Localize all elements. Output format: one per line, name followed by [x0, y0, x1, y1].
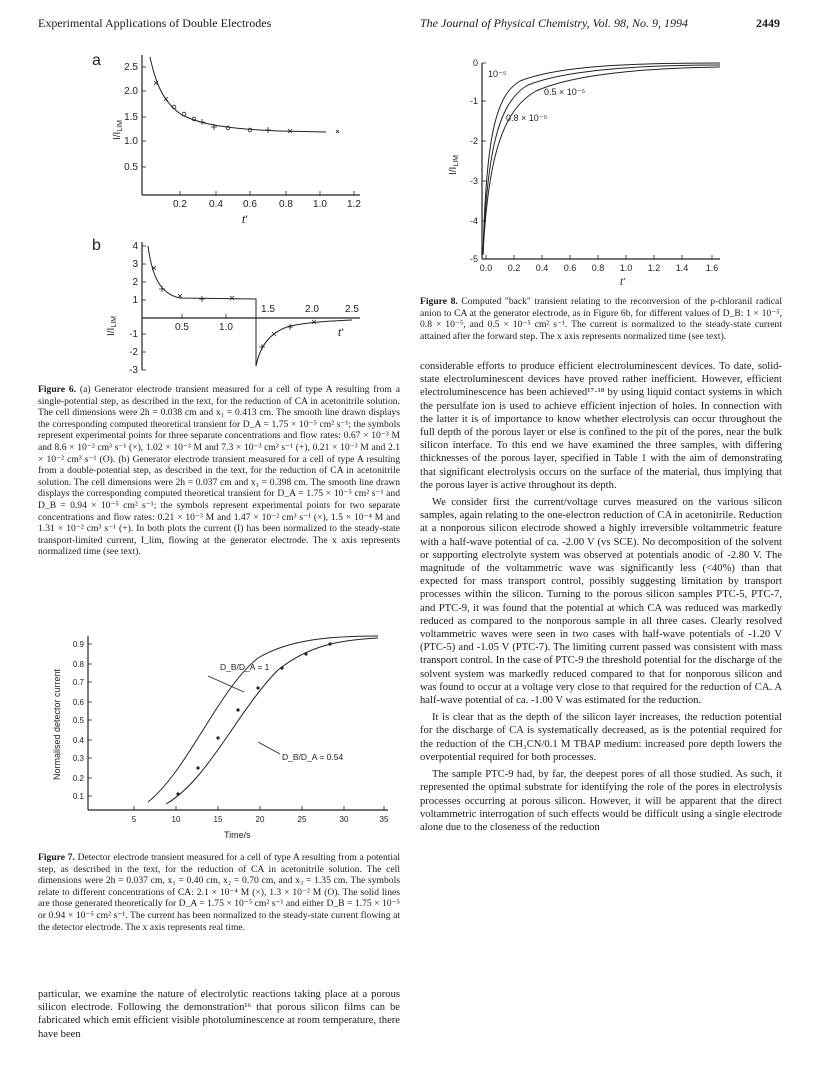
paragraph: It is clear that as the depth of the silicon layer increases, the reduction potential for the discharge of CA is systematically decreased, as is the potential required for the reduction of the CH₃CN/0.1 M TBAP medium: increased pore depth lowers the overpotential required for both processes. [420, 712, 782, 763]
theory-curve [148, 246, 352, 366]
tick-label: 15 [213, 815, 223, 824]
curve-label-2: 0.5 × 10⁻⁵ [544, 87, 586, 97]
tick-label: 35 [379, 815, 389, 824]
tick-label: 0.4 [535, 263, 549, 273]
curve-0.8e-5 [483, 65, 720, 255]
y-axis-label: Normalised detector current [52, 668, 62, 780]
tick-label: -1 [469, 96, 478, 106]
tick-label: 0.8 [72, 660, 84, 669]
y-ticks [73, 640, 92, 801]
x-ticks [173, 191, 361, 210]
tick-label: 2.5 [345, 304, 359, 315]
x-ticks [480, 255, 719, 273]
tick-label: 0.2 [173, 199, 187, 210]
tick-label: 0.7 [72, 678, 84, 687]
tick-label: 1.0 [219, 322, 233, 333]
tick-label: 1.0 [619, 263, 633, 273]
x-axis-label: t' [620, 277, 625, 287]
figure-7-plot [48, 630, 400, 845]
tick-label: 0.5 [175, 322, 189, 333]
figure-8-caption [420, 296, 782, 342]
figure-6-caption [38, 384, 400, 558]
tick-label: 0.6 [563, 263, 577, 273]
tick-label: 0.5 [72, 716, 84, 725]
caption-label: Figure 6. [38, 384, 77, 395]
tick-label: 0.8 [279, 199, 293, 210]
tick-label: 2.0 [305, 304, 319, 315]
caption-text: (a) Generator electrode transient measured for a cell of type A resulting from a single-potential step, as described in the text, for the reduction of CA in acetonitrile solution. The cell dimensions were 2h = 0.038 cm and x₁ = 0.413 cm. The smooth line drawn displays the corresponding computed theoretical transient for D_A = 1.75 × 10⁻⁵ cm² s⁻¹; the symbols represent experimental points for three separate concentrations and flow rates: 0.67 × 10⁻³ M and 8.6 × 10⁻² cm³ s⁻¹ (×), 1.02 × 10⁻³ M and 7.3 × 10⁻³ cm³ s⁻¹ (+), 0.21 × 10⁻³ M and 2.1 × 10⁻² cm³ s⁻¹ (O). (b) Generator electrode transient measured for a cell of type A resulting from a double-potential step, as described in the text, for the reduction of CA in acetonitrile solution. The cell dimensions were 2h = 0.037 cm and x₁ = 0.398 cm. The smooth line drawn displays the corresponding computed theoretical transient for D_A = 1.75 × 10⁻⁵ cm² s⁻¹ and D_B = 0.94 × 10⁻⁵ cm² s⁻¹; the symbols represent experimental points for two separate concentrations and flow rates: 0.21 × 10⁻³ M and 1.47 × 10⁻² cm³ s⁻¹ (×), 1.5 × 10⁻⁴ M and 1.31 × 10⁻² cm³ s⁻¹ (+). In both plots the current (I) has been normalized to the steady-state transport-limited current, I_lim, flowing at the generator electrode. The x axis represents normalized time (see text). [38, 384, 400, 558]
figure-8-plot [440, 55, 780, 287]
tick-label: 1.2 [647, 263, 661, 273]
tick-label: -3 [129, 365, 138, 376]
figure-6b-plot [90, 236, 380, 376]
paragraph: particular, we examine the nature of electrolytic reactions taking place at a porous silicon electrode. Following the demonstration¹⁶ that porous silicon films can be fabricated which emit efficient visible photoluminescence at room temperature, there have been [38, 989, 400, 1040]
tick-label: -2 [129, 347, 138, 358]
tick-label: 30 [339, 815, 349, 824]
caption-text: Computed "back" transient relating to the reconversion of the p-chloranil radical anion to CA at the generator electrode, as in Figure 6b, for different values of D_B: 1 × 10⁻⁵, 0.8 × 10⁻⁵, and 0.5 × 10⁻⁵ cm² s⁻¹. The current is normalized to the steady-state current attained after the forward step. The x axis represents normalized time (see text). [420, 296, 782, 342]
tick-label: 0.6 [72, 698, 84, 707]
figure-6a-plot [90, 45, 380, 225]
right-column-body [420, 360, 782, 838]
tick-label: 1.5 [261, 304, 275, 315]
caption-text: Detector electrode transient measured for a cell of type A resulting from a potential step, as described in the text, for the reduction of CA in acetonitrile solution. The cell dimensions were 2h = 0.037 cm, x₁ = 0.40 cm, x₂ = 0.70 cm, and x₃ = 1.35 cm. The symbols relate to different concentrations of CA: 2.1 × 10⁻⁴ M (×), 1.3 × 10⁻² M (O). The solid lines are those generated theoretically for D_A = 1.75 × 10⁻⁵ cm² s⁻¹ and either D_B = 1.75 × 10⁻⁵ or 0.94 × 10⁻⁵ cm² s⁻¹. The current has been normalized to the steady-state current flowing at the detector electrode. The x axis represents real time. [38, 852, 400, 933]
journal-citation: The Journal of Physical Chemistry, Vol. 98, No. 9, 1994 [420, 16, 688, 30]
curve-db-da-054 [166, 638, 378, 804]
tick-label: 0.1 [72, 792, 84, 801]
x-axis-label: t' [338, 327, 344, 339]
tick-label: 3 [132, 259, 138, 270]
figure-7-caption [38, 852, 400, 933]
tick-label: 4 [132, 241, 138, 252]
tick-label: 0 [472, 58, 478, 68]
experimental-points [152, 266, 316, 350]
x-axis-label: Time/s [224, 830, 251, 840]
paragraph: We consider first the current/voltage curves measured on the various silicon samples, again relating to the one-electron reduction of CA in acetonitrile. Reduction at a nonporous silicon electrode showed a highly irreversible voltammetric feature with a half-wave potential of ca. -2.00 V (vs SCE). No decomposition of the solvent or supporting electrolyte system was observed at potentials anodic of -2.80 V. The magnitude of the voltammetric wave was significantly less (<40%) than that expected for mass transport control, possibly suggesting limitation by transport processes within the silicon. Turning to the porous silicon samples PTC-5, PTC-7, and PTC-9, it was found that the potential at which CA was reduced was markedly reduced as compared to the nonporous sample in all three cases. Clearly resolved voltammetric waves were seen in two cases with half-wave potentials of -1.20 V (PTC-5) and -1.05 V (PTC-7). The limiting current passed was consistent with mass transport control. In the case of PTC-9 the threshold potential for the discharge of the solvent system was markedly reduced compared to that for nonporous silicon and was found to occur at a voltage very close to that required for the reduction of CA. A half-wave potential of ca. -1.00 V was estimated for the reduction. [420, 497, 782, 707]
tick-label: 1.6 [705, 263, 719, 273]
tick-label: 2.0 [124, 86, 138, 97]
tick-label: 1.0 [124, 136, 138, 147]
tick-label: 0.2 [507, 263, 521, 273]
caption-label: Figure 7. [38, 852, 75, 863]
y-axis-label: $I/I_{LIM}$ [106, 315, 118, 336]
panel-letter-a: a [92, 52, 101, 69]
experimental-points [154, 81, 339, 133]
paragraph: The sample PTC-9 had, by far, the deepest pores of all those studied. As such, it represented the optimal substrate for identifying the role of the pores in electrolysis processes occurring at porous silicon. However, it will be apparent that the direct voltammetric interrogation of such effects would be difficult using a single electrode alone due to the closeness of the reduction [420, 769, 782, 833]
curve-db-da-1 [148, 636, 378, 802]
tick-label: -1 [129, 329, 138, 340]
tick-label: 25 [297, 815, 307, 824]
tick-label: 0.8 [591, 263, 605, 273]
tick-label: -5 [469, 254, 478, 264]
curve-0.5e-5 [483, 67, 720, 255]
tick-label: -3 [469, 176, 478, 186]
page-number: 2449 [756, 16, 780, 30]
theory-curve [150, 57, 326, 132]
label-lower: D_B/D_A = 0.54 [282, 752, 344, 762]
tick-label: 0.4 [209, 199, 223, 210]
running-header-left: Experimental Applications of Double Electrodes [38, 16, 272, 30]
y-ticks [124, 62, 146, 173]
tick-label: 1.5 [124, 112, 138, 123]
label-upper: D_B/D_A = 1 [220, 662, 270, 672]
panel-letter-b: b [92, 237, 101, 254]
y-axis-label: $I/I_{LIM}$ [448, 154, 460, 175]
left-column-body [38, 988, 400, 1045]
tick-label: 20 [255, 815, 265, 824]
tick-label: 0.9 [72, 640, 84, 649]
tick-label: 0.5 [124, 162, 138, 173]
tick-label: 1.0 [313, 199, 327, 210]
curve-label-1: 10⁻⁵ [488, 69, 507, 79]
tick-label: 10 [171, 815, 181, 824]
x-axis-label: t' [242, 214, 248, 225]
paragraph: considerable efforts to produce efficient electroluminescent devices. To date, solid-state electroluminescent devices have proved rather inefficient. However, efficient electroluminescence has been achieved¹⁷·¹⁸ by using liquid contact systems in which the persulfate ion is used to achieve efficient injection of holes. In connection with the latter it is of importance to know whether electrolysis can occur throughout the full depth of the porous layer or else is confined to the pit of the pores, near the bulk silicon interface. To this end we have examined the three samples, with differing thicknesses of the porous layer, specified in Table 1 with the aim of demonstrating that significant electrolysis occurs on the surface of the material, thus implying that the porous layer is active throughout its depth. [420, 361, 782, 491]
tick-label: 2 [132, 277, 138, 288]
tick-label: 1.2 [347, 199, 361, 210]
tick-label: 0.0 [479, 263, 493, 273]
tick-label: -2 [469, 136, 478, 146]
tick-label: 0.4 [72, 736, 84, 745]
tick-label: 1.4 [675, 263, 689, 273]
tick-label: 2.5 [124, 62, 138, 73]
tick-label: 0.2 [72, 774, 84, 783]
curve-label-3: 0.8 × 10⁻⁵ [506, 113, 548, 123]
y-ticks [129, 241, 146, 376]
y-axis-label: $I/I_{LIM}$ [112, 119, 124, 140]
x-ticks [132, 806, 389, 824]
tick-label: -4 [469, 216, 478, 226]
tick-label: 0.3 [72, 754, 84, 763]
tick-label: 1 [132, 295, 138, 306]
tick-label: 5 [131, 815, 137, 824]
tick-label: 0.6 [243, 199, 257, 210]
caption-label: Figure 8. [420, 296, 458, 307]
